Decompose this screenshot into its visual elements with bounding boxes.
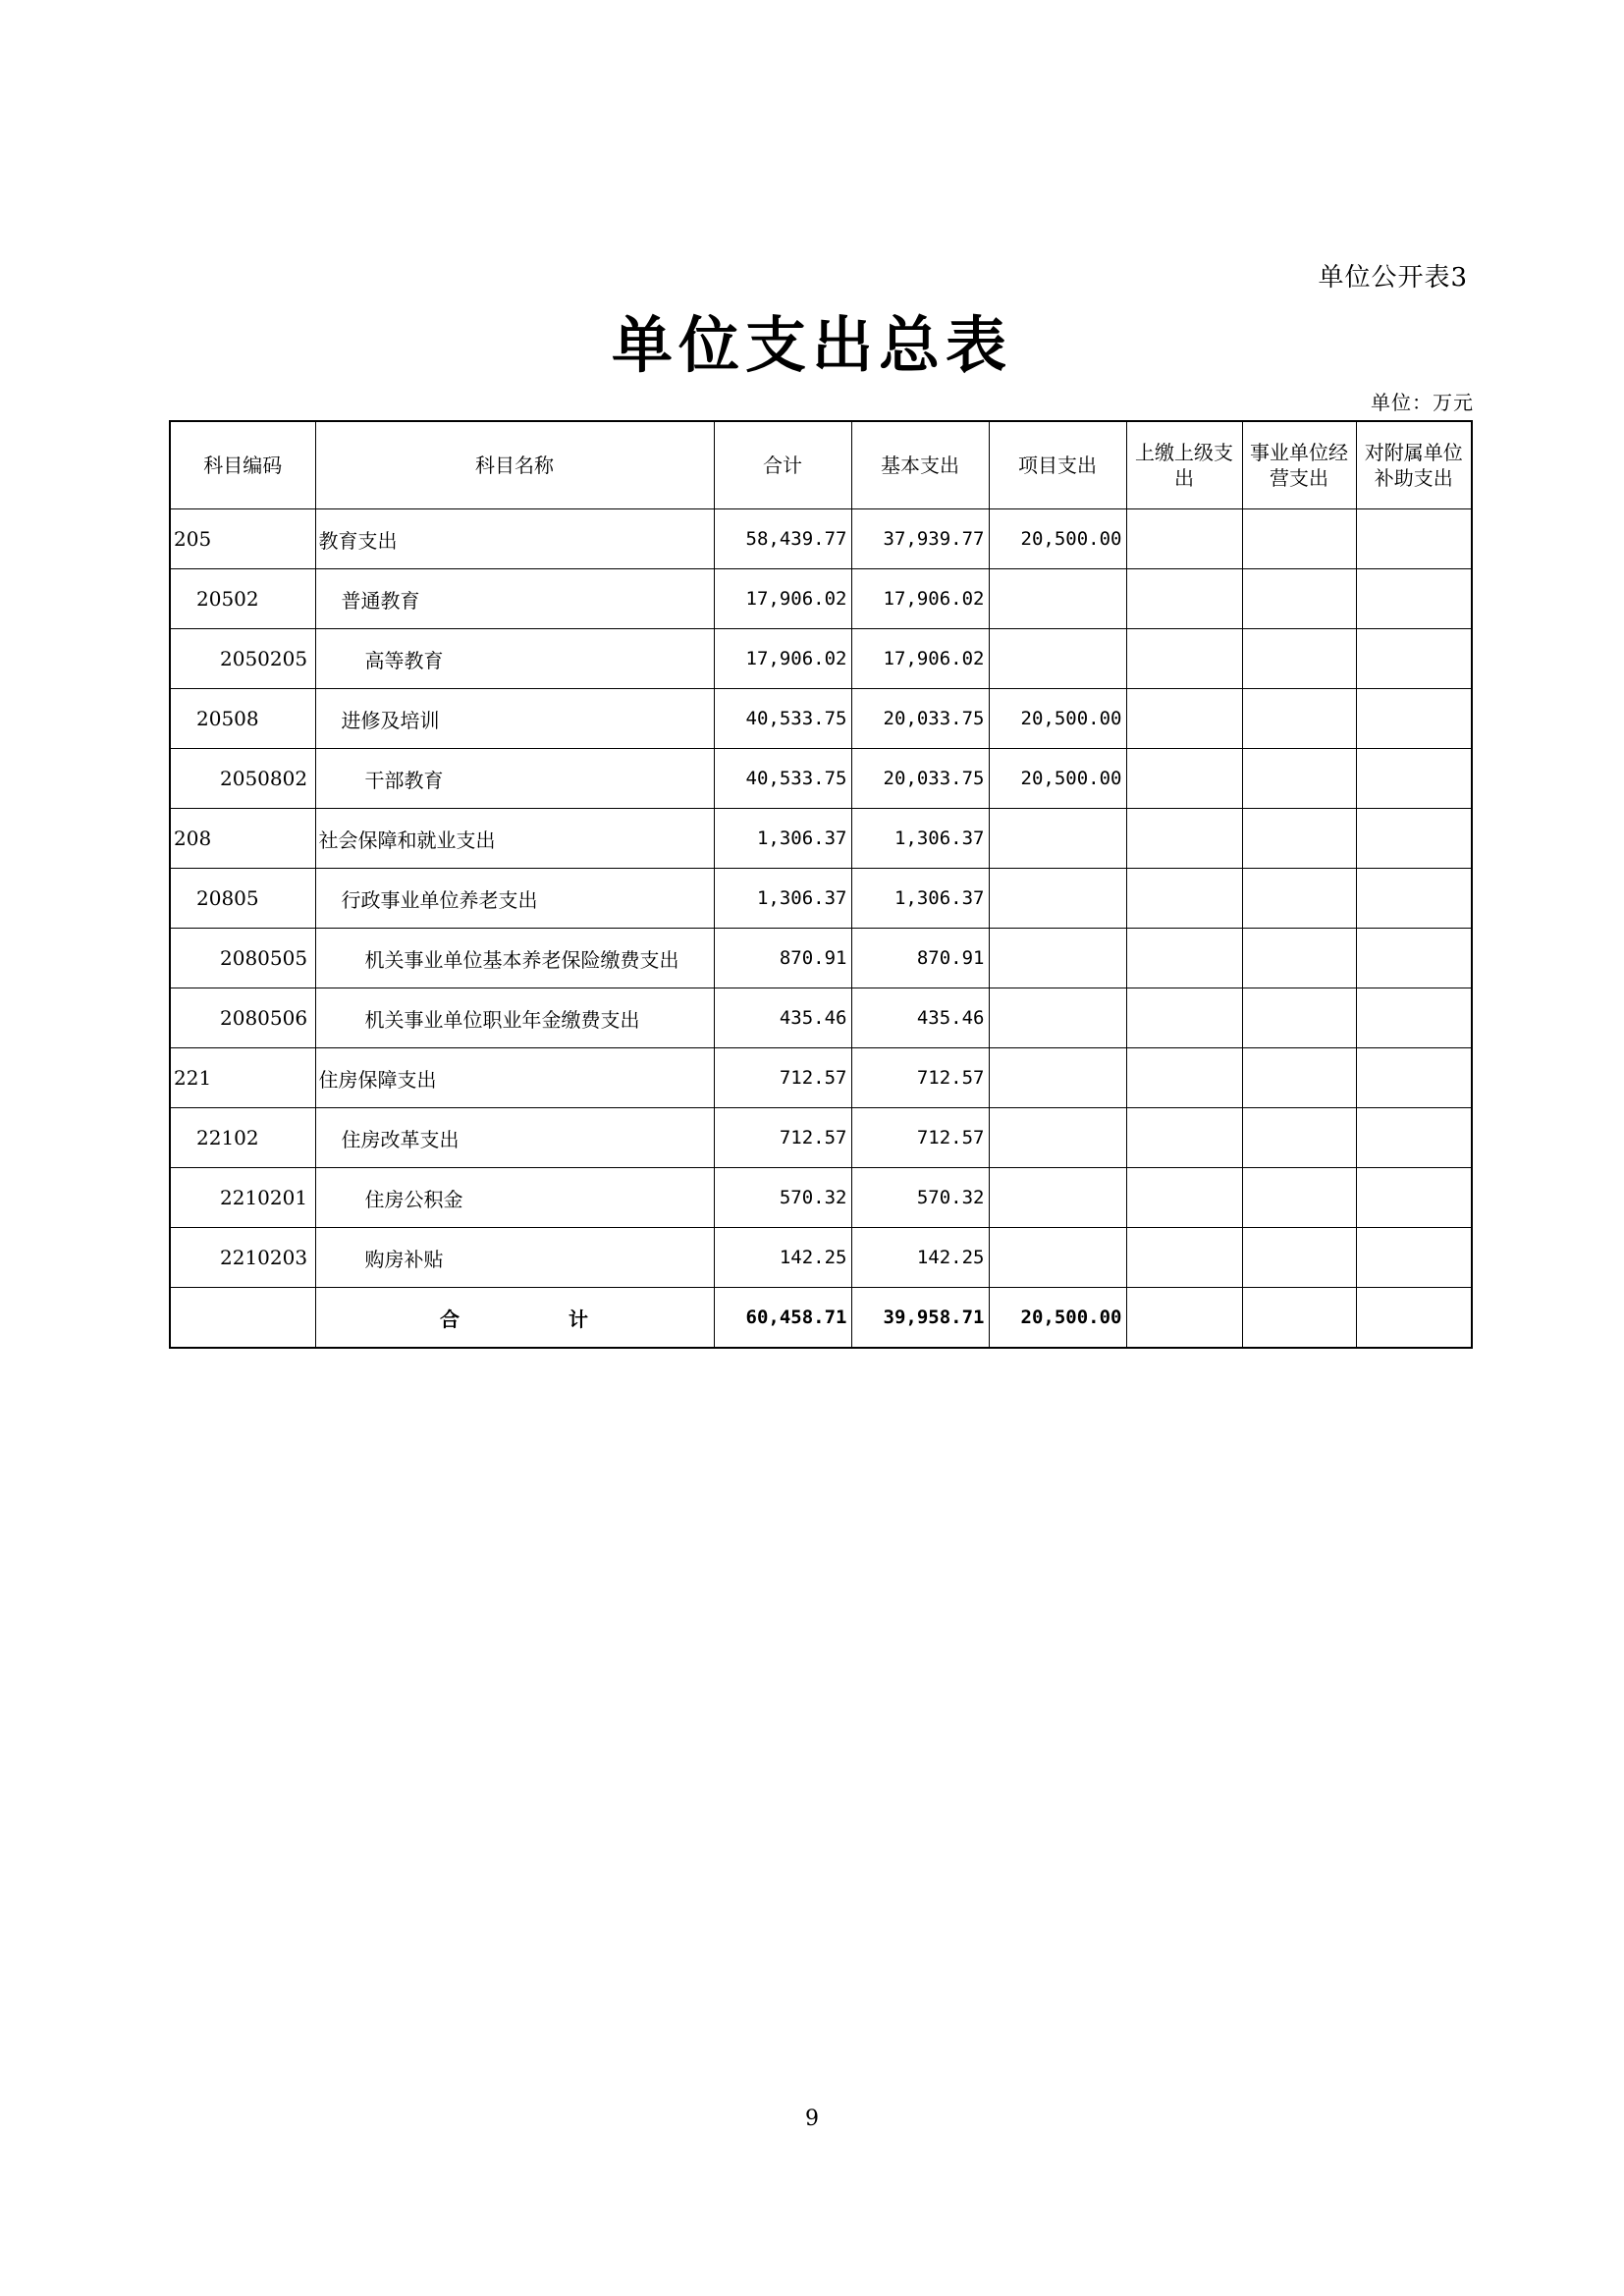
- table-header-row: [170, 421, 1472, 509]
- project-expense-value: [989, 988, 1126, 1048]
- subsidy-value: [1356, 869, 1472, 929]
- subject-code: 2210203: [170, 1228, 315, 1288]
- column-header: 科目编码: [170, 421, 315, 509]
- subject-name: 机关事业单位基本养老保险缴费支出: [315, 929, 714, 988]
- operation-value: [1242, 629, 1356, 689]
- operation-value: [1242, 1108, 1356, 1168]
- grand-subsidy-value: [1356, 1288, 1472, 1349]
- total-value: 17,906.02: [714, 569, 851, 629]
- subject-name: 住房公积金: [315, 1168, 714, 1228]
- total-value: 435.46: [714, 988, 851, 1048]
- subject-name: 住房保障支出: [315, 1048, 714, 1108]
- remit-value: [1126, 988, 1242, 1048]
- operation-value: [1242, 988, 1356, 1048]
- total-value: 1,306.37: [714, 869, 851, 929]
- grand-remit-value: [1126, 1288, 1242, 1349]
- remit-value: [1126, 749, 1242, 809]
- column-header: 上缴上级支出: [1126, 421, 1242, 509]
- project-expense-value: [989, 569, 1126, 629]
- subsidy-value: [1356, 629, 1472, 689]
- basic-expense-value: 142.25: [851, 1228, 989, 1288]
- column-header: 合计: [714, 421, 851, 509]
- remit-value: [1126, 809, 1242, 869]
- subject-code: 20805: [170, 869, 315, 929]
- total-label-right: 计: [568, 1307, 589, 1331]
- grand-basic-expense-value: 39,958.71: [851, 1288, 989, 1349]
- subject-code: 208: [170, 809, 315, 869]
- subject-name: 住房改革支出: [315, 1108, 714, 1168]
- subsidy-value: [1356, 1168, 1472, 1228]
- remit-value: [1126, 1168, 1242, 1228]
- project-expense-value: [989, 1048, 1126, 1108]
- subject-code: 2050205: [170, 629, 315, 689]
- expense-summary-table: [169, 420, 1473, 1349]
- subsidy-value: [1356, 749, 1472, 809]
- project-expense-value: 20,500.00: [989, 509, 1126, 569]
- table-row: [170, 689, 1472, 749]
- operation-value: [1242, 569, 1356, 629]
- table-row: [170, 929, 1472, 988]
- table-row: [170, 1048, 1472, 1108]
- subject-code: 22102: [170, 1108, 315, 1168]
- subsidy-value: [1356, 809, 1472, 869]
- subsidy-value: [1356, 988, 1472, 1048]
- basic-expense-value: 20,033.75: [851, 689, 989, 749]
- remit-value: [1126, 869, 1242, 929]
- table-row: [170, 749, 1472, 809]
- subsidy-value: [1356, 929, 1472, 988]
- total-label-left: 合: [440, 1307, 460, 1331]
- remit-value: [1126, 1048, 1242, 1108]
- table-row: [170, 988, 1472, 1048]
- project-expense-value: [989, 1108, 1126, 1168]
- subsidy-value: [1356, 1228, 1472, 1288]
- subject-code: 221: [170, 1048, 315, 1108]
- page-number: 9: [805, 2107, 819, 2131]
- project-expense-value: [989, 1168, 1126, 1228]
- project-expense-value: [989, 929, 1126, 988]
- total-value: 570.32: [714, 1168, 851, 1228]
- subject-name: 进修及培训: [315, 689, 714, 749]
- total-value: 870.91: [714, 929, 851, 988]
- operation-value: [1242, 1168, 1356, 1228]
- table-row: [170, 809, 1472, 869]
- table-row: [170, 629, 1472, 689]
- subject-code: 20502: [170, 569, 315, 629]
- unit-label: 单位：万元: [1371, 391, 1474, 414]
- remit-value: [1126, 509, 1242, 569]
- basic-expense-value: 712.57: [851, 1048, 989, 1108]
- subject-name: 教育支出: [315, 509, 714, 569]
- operation-value: [1242, 1048, 1356, 1108]
- subject-name: 行政事业单位养老支出: [315, 869, 714, 929]
- total-value: 40,533.75: [714, 689, 851, 749]
- total-value: 712.57: [714, 1048, 851, 1108]
- operation-value: [1242, 509, 1356, 569]
- project-expense-value: [989, 869, 1126, 929]
- subject-name: 普通教育: [315, 569, 714, 629]
- subsidy-value: [1356, 689, 1472, 749]
- table-row: [170, 509, 1472, 569]
- total-value: 40,533.75: [714, 749, 851, 809]
- table-row: [170, 569, 1472, 629]
- basic-expense-value: 570.32: [851, 1168, 989, 1228]
- table-code: 单位公开表3: [1318, 263, 1468, 293]
- remit-value: [1126, 1108, 1242, 1168]
- basic-expense-value: 712.57: [851, 1108, 989, 1168]
- table-row: [170, 869, 1472, 929]
- grand-project-expense-value: 20,500.00: [989, 1288, 1126, 1349]
- remit-value: [1126, 569, 1242, 629]
- project-expense-value: [989, 629, 1126, 689]
- basic-expense-value: 1,306.37: [851, 809, 989, 869]
- remit-value: [1126, 689, 1242, 749]
- project-expense-value: [989, 809, 1126, 869]
- subject-code: 205: [170, 509, 315, 569]
- subsidy-value: [1356, 1108, 1472, 1168]
- total-label: [315, 1288, 714, 1349]
- subsidy-value: [1356, 569, 1472, 629]
- basic-expense-value: 870.91: [851, 929, 989, 988]
- operation-value: [1242, 929, 1356, 988]
- remit-value: [1126, 629, 1242, 689]
- basic-expense-value: 37,939.77: [851, 509, 989, 569]
- grand-operation-value: [1242, 1288, 1356, 1349]
- basic-expense-value: 435.46: [851, 988, 989, 1048]
- page-title: 单位支出总表: [611, 309, 1012, 381]
- subject-name: 高等教育: [315, 629, 714, 689]
- total-code-cell: [170, 1288, 315, 1349]
- subject-name: 社会保障和就业支出: [315, 809, 714, 869]
- table-row: [170, 1228, 1472, 1288]
- subject-name: 机关事业单位职业年金缴费支出: [315, 988, 714, 1048]
- basic-expense-value: 17,906.02: [851, 569, 989, 629]
- total-value: 142.25: [714, 1228, 851, 1288]
- subject-code: 2210201: [170, 1168, 315, 1228]
- project-expense-value: 20,500.00: [989, 749, 1126, 809]
- operation-value: [1242, 869, 1356, 929]
- subsidy-value: [1356, 1048, 1472, 1108]
- operation-value: [1242, 689, 1356, 749]
- column-header: 项目支出: [989, 421, 1126, 509]
- subject-name: 购房补贴: [315, 1228, 714, 1288]
- subject-code: 20508: [170, 689, 315, 749]
- total-value: 712.57: [714, 1108, 851, 1168]
- subject-code: 2080506: [170, 988, 315, 1048]
- total-value: 17,906.02: [714, 629, 851, 689]
- remit-value: [1126, 929, 1242, 988]
- subject-code: 2050802: [170, 749, 315, 809]
- subject-code: 2080505: [170, 929, 315, 988]
- column-header: 对附属单位补助支出: [1356, 421, 1472, 509]
- basic-expense-value: 20,033.75: [851, 749, 989, 809]
- grand-total-value: 60,458.71: [714, 1288, 851, 1349]
- operation-value: [1242, 749, 1356, 809]
- column-header: 基本支出: [851, 421, 989, 509]
- table-row: [170, 1108, 1472, 1168]
- column-header: 科目名称: [315, 421, 714, 509]
- total-row: [170, 1288, 1472, 1349]
- operation-value: [1242, 809, 1356, 869]
- project-expense-value: 20,500.00: [989, 689, 1126, 749]
- basic-expense-value: 1,306.37: [851, 869, 989, 929]
- total-value: 58,439.77: [714, 509, 851, 569]
- operation-value: [1242, 1228, 1356, 1288]
- basic-expense-value: 17,906.02: [851, 629, 989, 689]
- table-row: [170, 1168, 1472, 1228]
- remit-value: [1126, 1228, 1242, 1288]
- project-expense-value: [989, 1228, 1126, 1288]
- column-header: 事业单位经营支出: [1242, 421, 1356, 509]
- subject-name: 干部教育: [315, 749, 714, 809]
- total-value: 1,306.37: [714, 809, 851, 869]
- subsidy-value: [1356, 509, 1472, 569]
